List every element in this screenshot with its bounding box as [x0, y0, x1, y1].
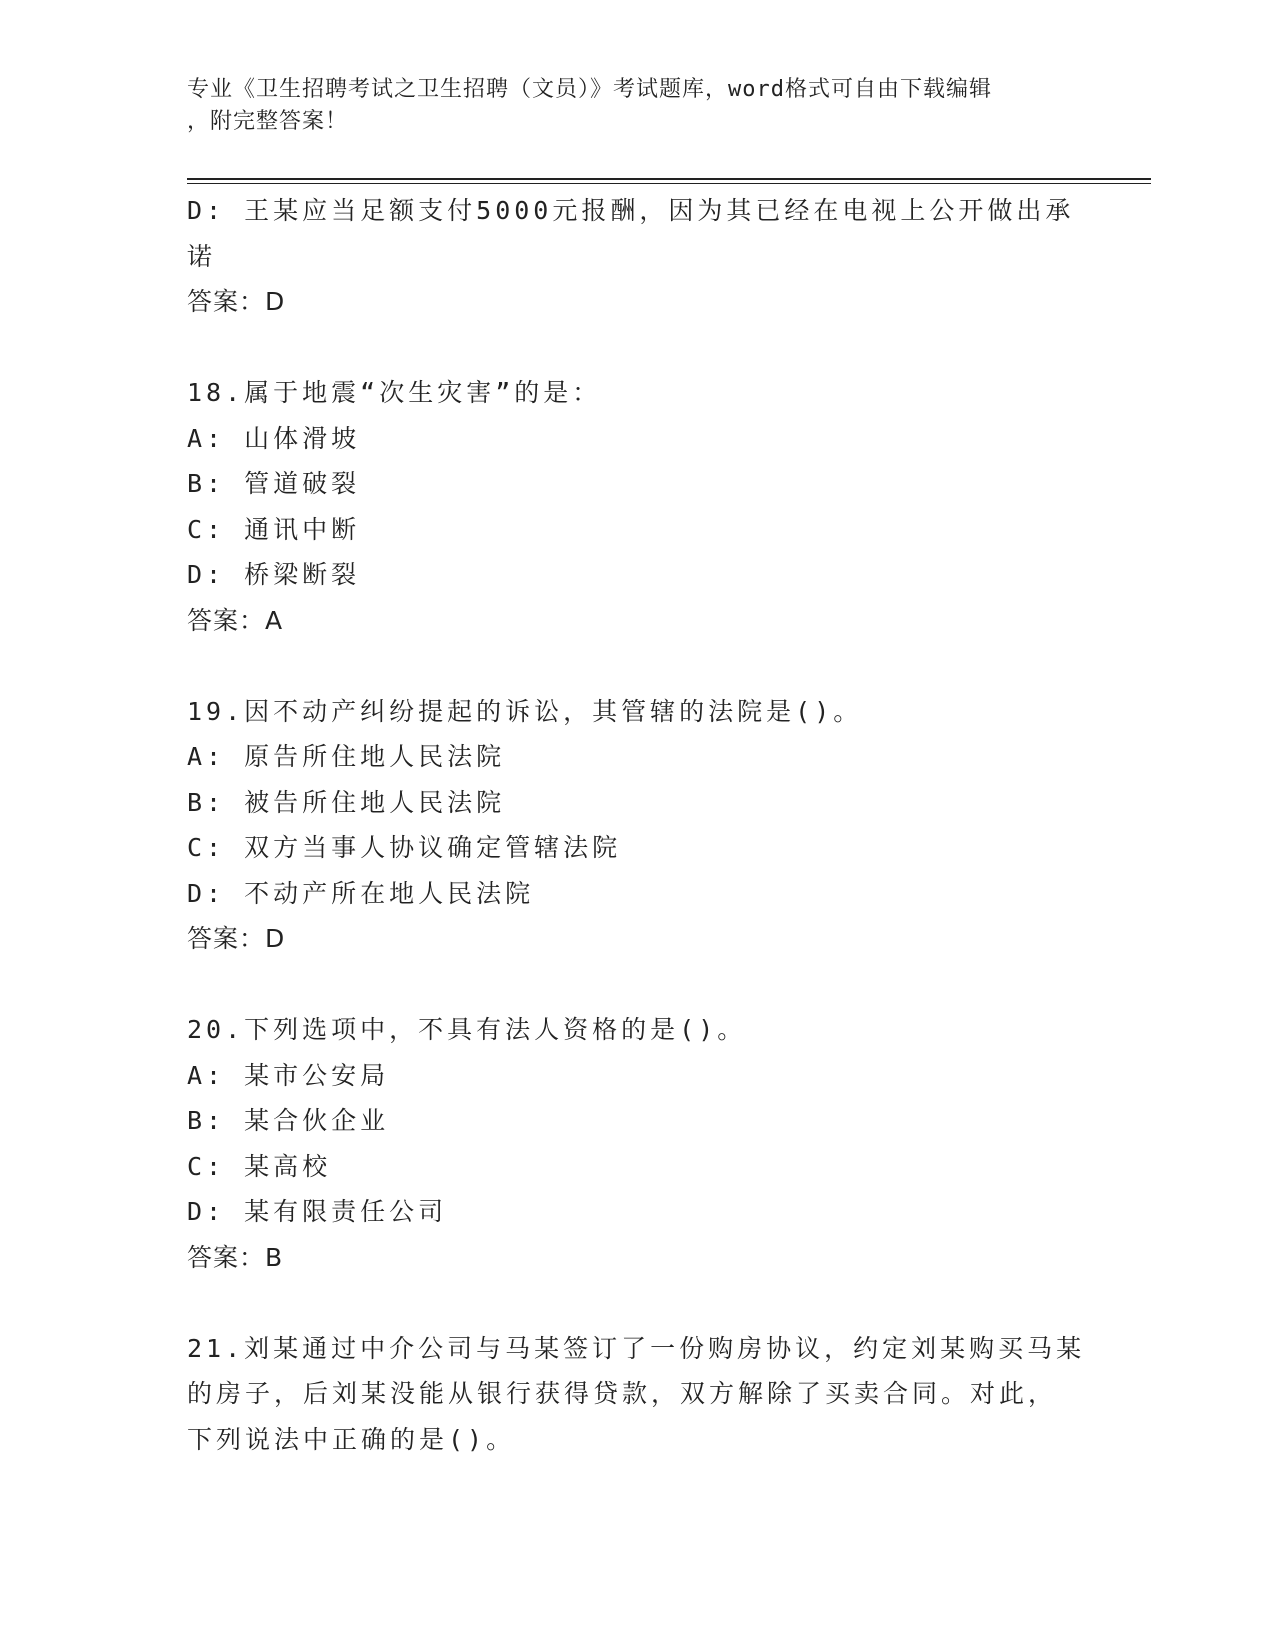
spacer [187, 1280, 1087, 1326]
option-a: A: 某市公安局 [187, 1060, 390, 1090]
question-text: 19.因不动产纠纷提起的诉讼，其管辖的法院是()。 [187, 696, 863, 726]
header-line-1: 专业《卫生招聘考试之卫生招聘（文员）》考试题库，word格式可自由下载编辑 [187, 77, 992, 102]
spacer [187, 325, 1087, 371]
question-text-line-3: 下列说法中正确的是()。 [187, 1424, 516, 1454]
header-line-2: ，附完整答案！ [187, 109, 349, 134]
question-19 [187, 689, 1087, 962]
question-20 [187, 1007, 1087, 1280]
option-c: C: 双方当事人协议确定管辖法院 [187, 833, 622, 862]
option-d: D: 某有限责任公司 [187, 1197, 448, 1226]
option-a: A: 山体滑坡 [187, 423, 361, 453]
header-divider-thick [187, 178, 1151, 180]
question-text-line-1: 21.刘某通过中介公司与马某签订了一份购房协议，约定刘某购买马某 [187, 1333, 1086, 1363]
question-21 [187, 1326, 1087, 1463]
spacer [187, 643, 1087, 689]
question-text-line-2: 的房子，后刘某没能从银行获得贷款，双方解除了买卖合同。对此， [187, 1379, 1058, 1408]
question-content [187, 188, 1087, 1462]
option-c: C: 通讯中断 [187, 514, 361, 544]
option-b: B: 某合伙企业 [187, 1106, 390, 1135]
answer-label: 答案：A [187, 605, 284, 635]
option-a: A: 原告所住地人民法院 [187, 742, 506, 771]
option-d: D: 不动产所在地人民法院 [187, 878, 535, 908]
option-d: D: 桥梁断裂 [187, 560, 361, 589]
question-18 [187, 370, 1087, 643]
spacer [187, 962, 1087, 1008]
answer-label: 答案：D [187, 924, 286, 953]
option-c: C: 某高校 [187, 1151, 332, 1181]
document-header [187, 74, 1087, 138]
question-text: 20.下列选项中，不具有法人资格的是()。 [187, 1015, 747, 1044]
answer-label: 答案：D [187, 287, 286, 316]
option-d-line-1: D: 王某应当足额支付5000元报酬，因为其已经在电视上公开做出承 [187, 196, 1075, 225]
answer-label: 答案：B [187, 1242, 284, 1272]
option-b: B: 管道破裂 [187, 469, 361, 498]
question-text: 18.属于地震“次生灾害”的是： [187, 378, 602, 407]
question-17-tail [187, 188, 1087, 325]
option-b: B: 被告所住地人民法院 [187, 787, 506, 817]
option-d-line-2: 诺 [187, 241, 217, 271]
header-divider-thin [187, 183, 1151, 184]
